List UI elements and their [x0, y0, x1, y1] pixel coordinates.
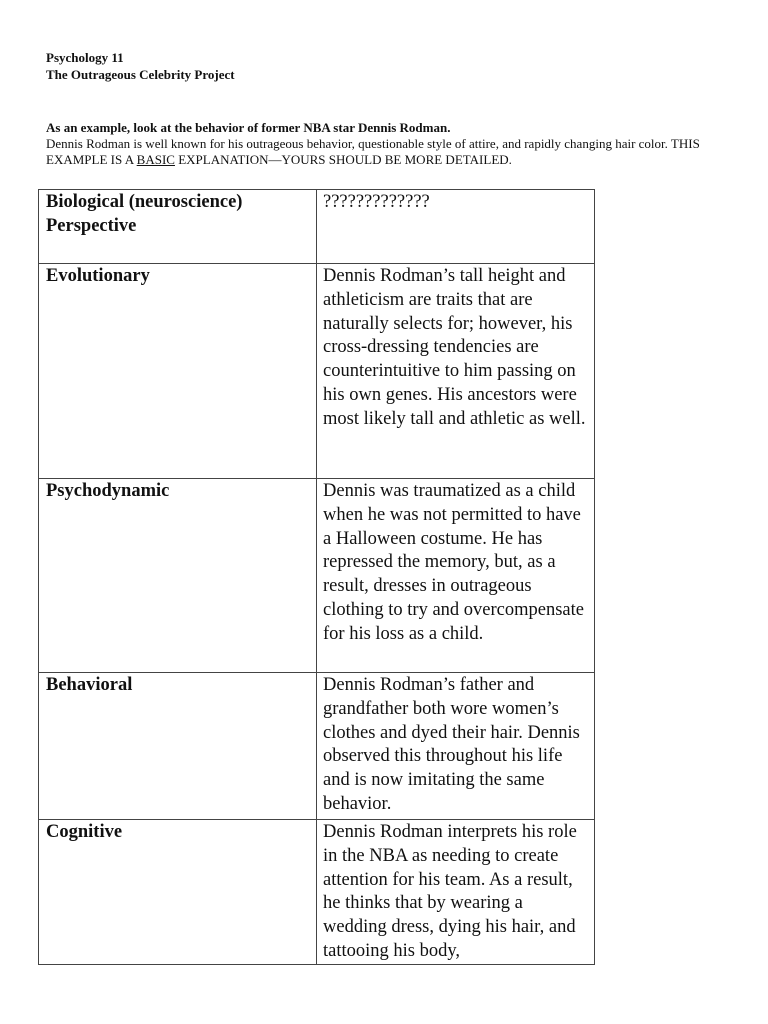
perspective-label-cognitive: Cognitive	[39, 820, 317, 965]
perspective-label-line: Perspective	[46, 215, 137, 236]
intro-body-end: EXPLANATION—YOURS SHOULD BE MORE DETAILED.	[174, 152, 512, 167]
table-row	[39, 820, 595, 965]
table-row	[39, 673, 595, 820]
project-title: The Outrageous Celebrity Project	[46, 67, 235, 82]
intro-paragraph	[46, 120, 736, 168]
intro-body	[46, 136, 736, 168]
perspective-content-cognitive: Dennis Rodman interprets his role in the NBA as needing to create attention for his team. As a result, he thinks that by wearing a wedding dress, dying his hair, and tattooing his body,	[317, 820, 595, 965]
perspective-label-biological	[39, 190, 317, 264]
perspective-label-behavioral: Behavioral	[39, 673, 317, 820]
intro-body-underlined: BASIC	[136, 152, 175, 167]
table-row	[39, 264, 595, 479]
perspective-content-behavioral: Dennis Rodman’s father and grandfather both wore women’s clothes and dyed their hair. Dennis observed this throughout his life and is now imitating the same behavior.	[317, 673, 595, 820]
perspective-label-evolutionary: Evolutionary	[39, 264, 317, 479]
perspective-label-psychodynamic: Psychodynamic	[39, 479, 317, 673]
intro-body-start: Dennis Rodman is well known for his outrageous behavior, questionable style of attire, and rapidly changing hair color. THIS EXAMPLE IS A	[46, 136, 700, 167]
table-row	[39, 190, 595, 264]
perspective-content-psychodynamic: Dennis was traumatized as a child when he was not permitted to have a Halloween costume. He has repressed the memory, but, as a result, dresses in outrageous clothing to try and overcompensate for his loss as a child.	[317, 479, 595, 673]
course-title: Psychology 11	[46, 50, 124, 65]
document-header	[46, 49, 235, 83]
perspectives-table	[38, 189, 595, 965]
perspective-content-evolutionary: Dennis Rodman’s tall height and athleticism are traits that are naturally selects for; however, his cross-dressing tendencies are counterintuitive to him passing on his own genes. His ancestors were most likely tall and athletic as well.	[317, 264, 595, 479]
table-row	[39, 479, 595, 673]
perspective-label-line: Biological (neuroscience)	[46, 192, 243, 212]
intro-lead: As an example, look at the behavior of former NBA star Dennis Rodman.	[46, 120, 451, 135]
perspective-content-biological: ?????????????	[317, 190, 595, 264]
